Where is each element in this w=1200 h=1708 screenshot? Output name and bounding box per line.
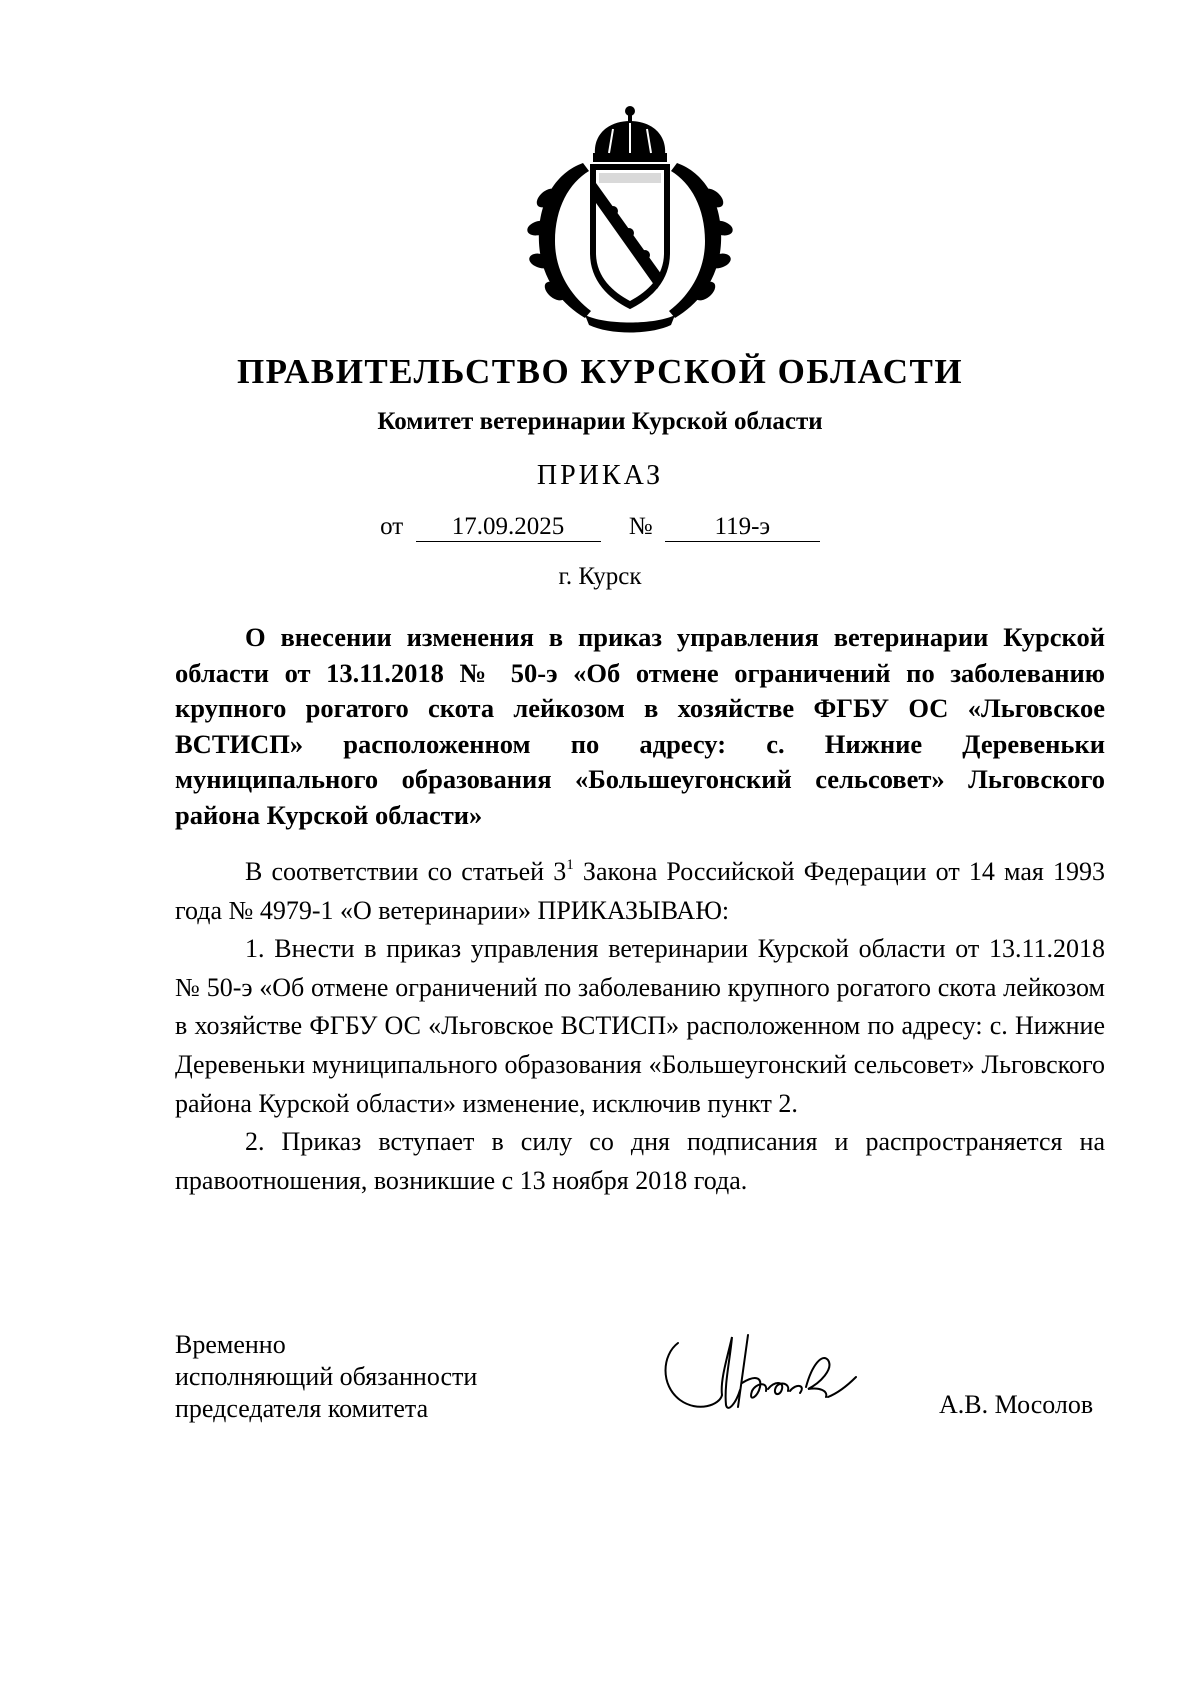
department-name: Комитет ветеринарии Курской области bbox=[377, 408, 823, 435]
order-item-2: 2. Приказ вступает в силу со дня подписания и распространяется на правоотношения, возникшие с 13 ноября 2018 года. bbox=[175, 1127, 1105, 1195]
handwritten-signature bbox=[650, 1325, 880, 1440]
article-superscript: 1 bbox=[566, 857, 574, 873]
signatory-position-line-3: председателя комитета bbox=[175, 1394, 429, 1423]
preamble-paragraph bbox=[175, 853, 1105, 930]
signatory-position-line-2: исполняющий обязанности bbox=[175, 1362, 478, 1391]
preamble-start: В соответствии со статьей 3 bbox=[245, 857, 567, 886]
document-type: ПРИКАЗ bbox=[536, 460, 664, 491]
date-number-line bbox=[0, 513, 1200, 542]
order-item-1: 1. Внести в приказ управления ветеринарии Курской области от 13.11.2018 № 50-э «Об отмене ограничений по заболеванию крупного рогатого скота лейкозом в хозяйстве ФГБУ ОС «Льговское ВСТИСП» расположенном по адресу: с. Нижние Деревеньки муниципального образования «Большеугонский сельсовет» Льговского района Курской области» изменение, исключив пункт 2. bbox=[175, 934, 1105, 1118]
order-body bbox=[175, 853, 1105, 1200]
date-prefix: от bbox=[380, 513, 404, 540]
preamble-end: Закона Российской Федерации от 14 мая 1993 года № 4979-1 «О ветеринарии» ПРИКАЗЫВАЮ: bbox=[175, 857, 1105, 925]
order-number: 119-э bbox=[665, 513, 820, 542]
order-date: 17.09.2025 bbox=[416, 513, 601, 542]
organization-name: ПРАВИТЕЛЬСТВО КУРСКОЙ ОБЛАСТИ bbox=[236, 352, 964, 391]
coat-of-arms-emblem bbox=[525, 103, 735, 335]
order-title: О внесении изменения в приказ управления ветеринарии Курской области от 13.11.2018 № 50-э «Об отмене ограничений по заболеванию крупного рогатого скота лейкозом в хозяйстве ФГБУ ОС «Льговское ВСТИСП» расположенном по адресу: с. Нижние Деревеньки муниципального образования «Большеугонский сельсовет» Льговского района Курской области» bbox=[175, 622, 1105, 830]
signatory-position-line-1: Временно bbox=[175, 1330, 286, 1359]
signatory-position bbox=[175, 1329, 477, 1425]
signatory-name: А.В. Мосолов bbox=[939, 1390, 1094, 1419]
city: г. Курск bbox=[558, 563, 642, 590]
number-sign: № bbox=[628, 513, 653, 540]
